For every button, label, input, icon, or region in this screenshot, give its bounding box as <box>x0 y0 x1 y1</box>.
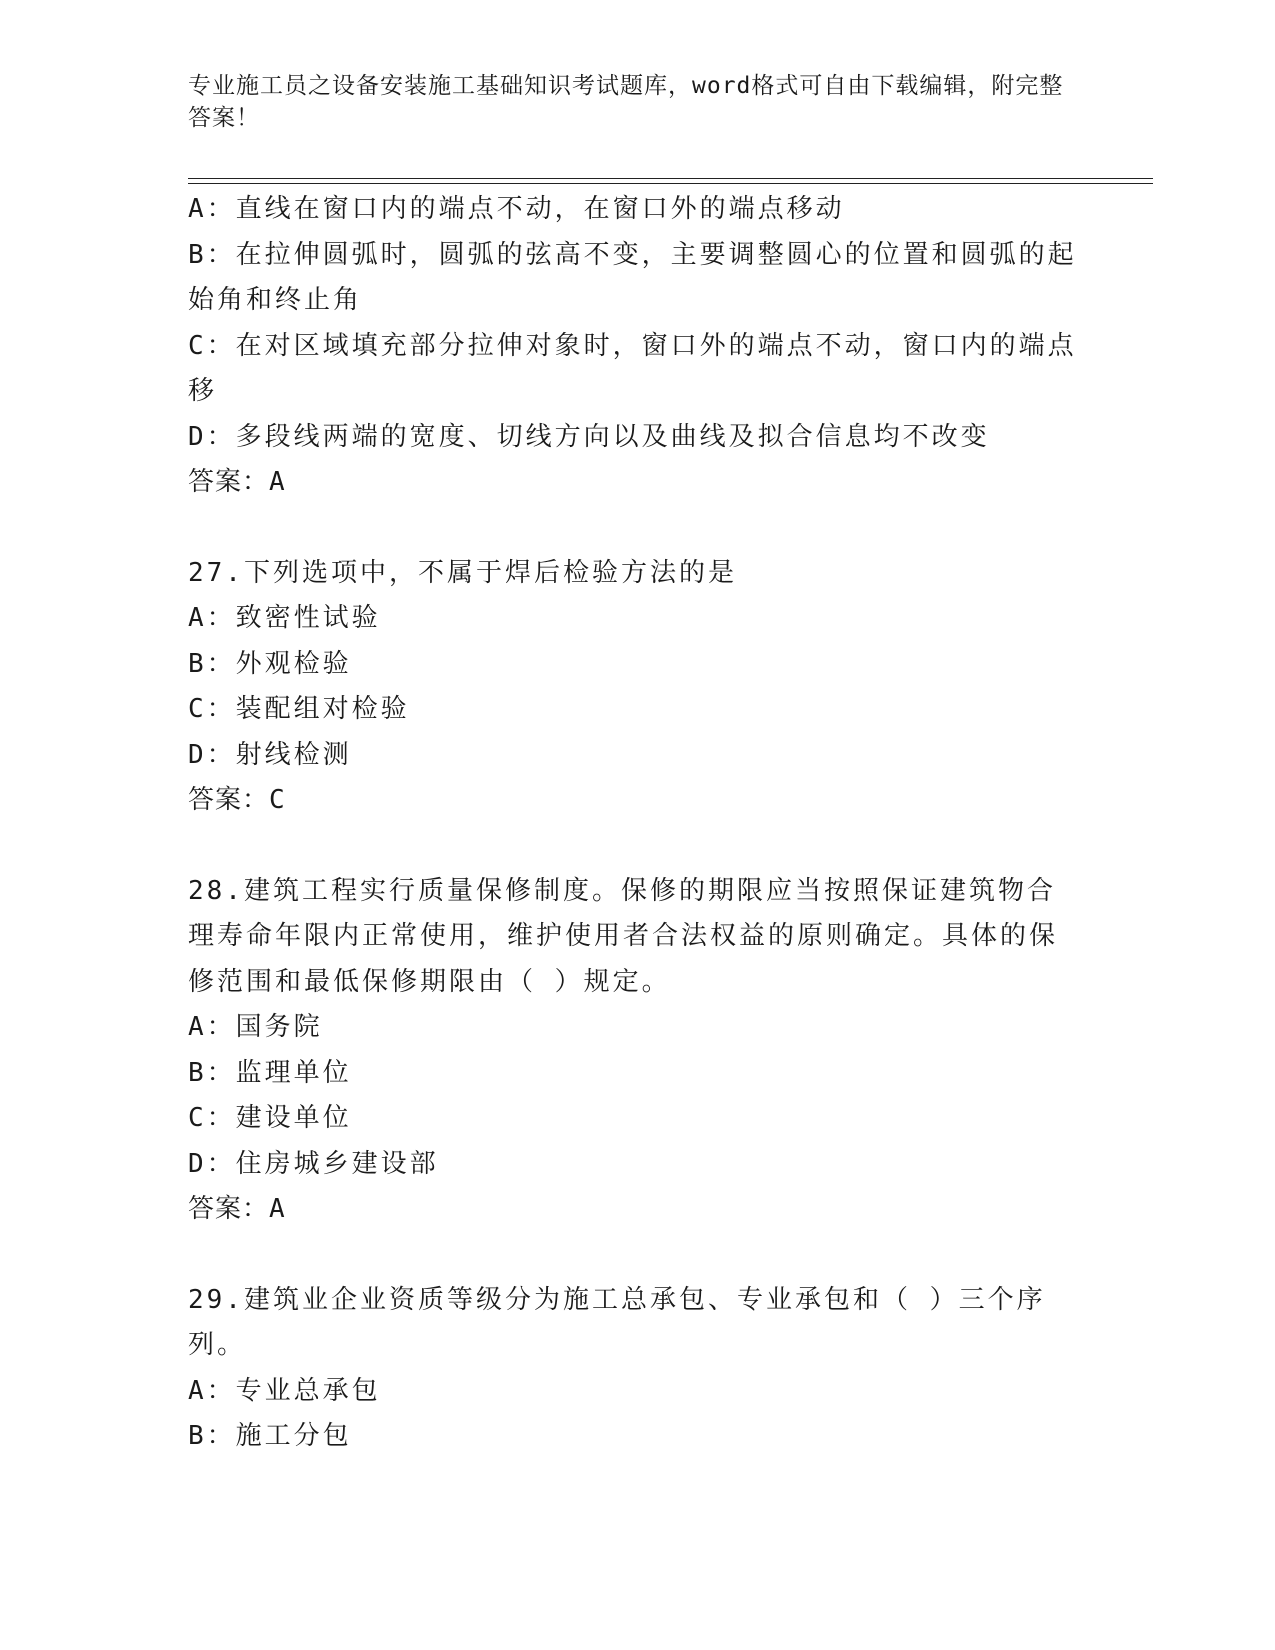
option-a: A：致密性试验 <box>188 603 381 633</box>
option-b: B：外观检验 <box>188 648 352 679</box>
option-c: C：在对区域填充部分拉伸对象时，窗口外的端点不动，窗口内的端点移 <box>188 330 1077 406</box>
document-body <box>188 187 1078 1460</box>
document-header: 专业施工员之设备安装施工基础知识考试题库，word格式可自由下载编辑，附完整答案！ <box>188 73 1064 131</box>
question-stem: 28.建筑工程实行质量保修制度。保修的期限应当按照保证建筑物合理寿命年限内正常使用，维护使用者合法权益的原则确定。具体的保修范围和最低保修期限由（ ）规定。 <box>188 875 1059 997</box>
option-c: C：建设单位 <box>188 1103 352 1133</box>
option-b: B：监理单位 <box>188 1057 352 1088</box>
answer-line: 答案：A <box>188 1194 286 1224</box>
option-d: D：射线检测 <box>188 739 352 770</box>
option-a: A：直线在窗口内的端点不动，在窗口外的端点移动 <box>188 194 845 224</box>
header-divider-bottom <box>188 183 1153 184</box>
option-d: D：多段线两端的宽度、切线方向以及曲线及拟合信息均不改变 <box>188 421 990 452</box>
question-block-28 <box>188 869 1078 1233</box>
option-c: C：装配组对检验 <box>188 694 410 724</box>
header-divider-top <box>188 178 1153 179</box>
option-b: B：施工分包 <box>188 1421 352 1451</box>
option-a: A：国务院 <box>188 1012 323 1042</box>
answer-line: 答案：A <box>188 467 286 497</box>
option-a: A：专业总承包 <box>188 1375 381 1406</box>
answer-line: 答案：C <box>188 785 286 815</box>
question-block-26-tail <box>188 187 1078 506</box>
question-block-29 <box>188 1278 1078 1460</box>
question-block-27 <box>188 551 1078 824</box>
option-d: D：住房城乡建设部 <box>188 1148 439 1179</box>
question-stem: 27.下列选项中，不属于焊后检验方法的是 <box>188 557 737 588</box>
question-stem: 29.建筑业企业资质等级分为施工总承包、专业承包和（ ）三个序列。 <box>188 1284 1046 1360</box>
option-b: B：在拉伸圆弧时，圆弧的弦高不变，主要调整圆心的位置和圆弧的起始角和终止角 <box>188 239 1077 315</box>
